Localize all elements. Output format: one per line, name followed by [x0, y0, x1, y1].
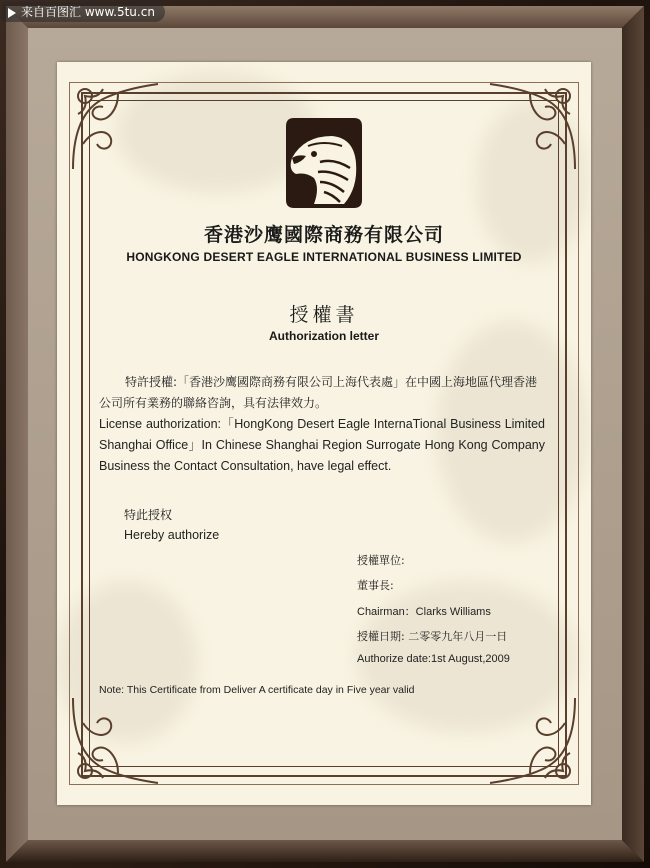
validity-note: Note: This Certificate from Deliver A certificate day in Five year valid	[99, 684, 415, 696]
certificate-paper	[57, 62, 591, 805]
authorize-date-chinese: 授權日期: 二零零九年八月一日	[357, 630, 508, 643]
frame-bevel-bottom	[6, 840, 644, 862]
eagle-head-icon	[284, 118, 364, 208]
document-title-chinese: 授權書	[289, 304, 359, 326]
corner-ornament-bottom-left	[63, 693, 163, 793]
hereby-authorize-english: Hereby authorize	[124, 528, 220, 542]
site-watermark	[2, 2, 165, 22]
corner-ornament-top-right	[485, 74, 585, 174]
authorize-date-english: Authorize date:1st August,2009	[357, 653, 510, 665]
chairman-label-chinese: 董事長:	[357, 579, 394, 592]
frame-bevel-right	[622, 6, 644, 862]
authorizing-unit-label: 授權單位:	[357, 554, 405, 567]
chairman-name: Chairman：Clarks Williams	[357, 606, 491, 618]
company-name-chinese: 香港沙鹰國際商務有限公司	[203, 224, 444, 246]
paragraph-english: License authorization:「HongKong Desert Eagle InternaTional Business Limited Shanghai Office」In Chinese Shanghai Region Surrogate Hong Kong Company Business the Contact Consultation, have legal effect.	[99, 417, 545, 473]
document-title-english: Authorization letter	[269, 329, 379, 343]
paragraph-chinese: 特許授權:「香港沙鹰國際商務有限公司上海代表處」在中國上海地區代理香港公司所有業務的聯絡咨詢，具有法律效力。	[99, 375, 538, 410]
watermark-text: 来自百图汇 www.5tu.cn	[21, 5, 155, 19]
company-name-english: HONGKONG DESERT EAGLE INTERNATIONAL BUSINESS LIMITED	[126, 250, 522, 264]
hereby-authorize-chinese: 特此授权	[124, 508, 173, 522]
corner-ornament-top-left	[63, 74, 163, 174]
play-icon	[8, 8, 16, 18]
frame-bevel-left	[6, 6, 28, 862]
corner-ornament-bottom-right	[485, 693, 585, 793]
